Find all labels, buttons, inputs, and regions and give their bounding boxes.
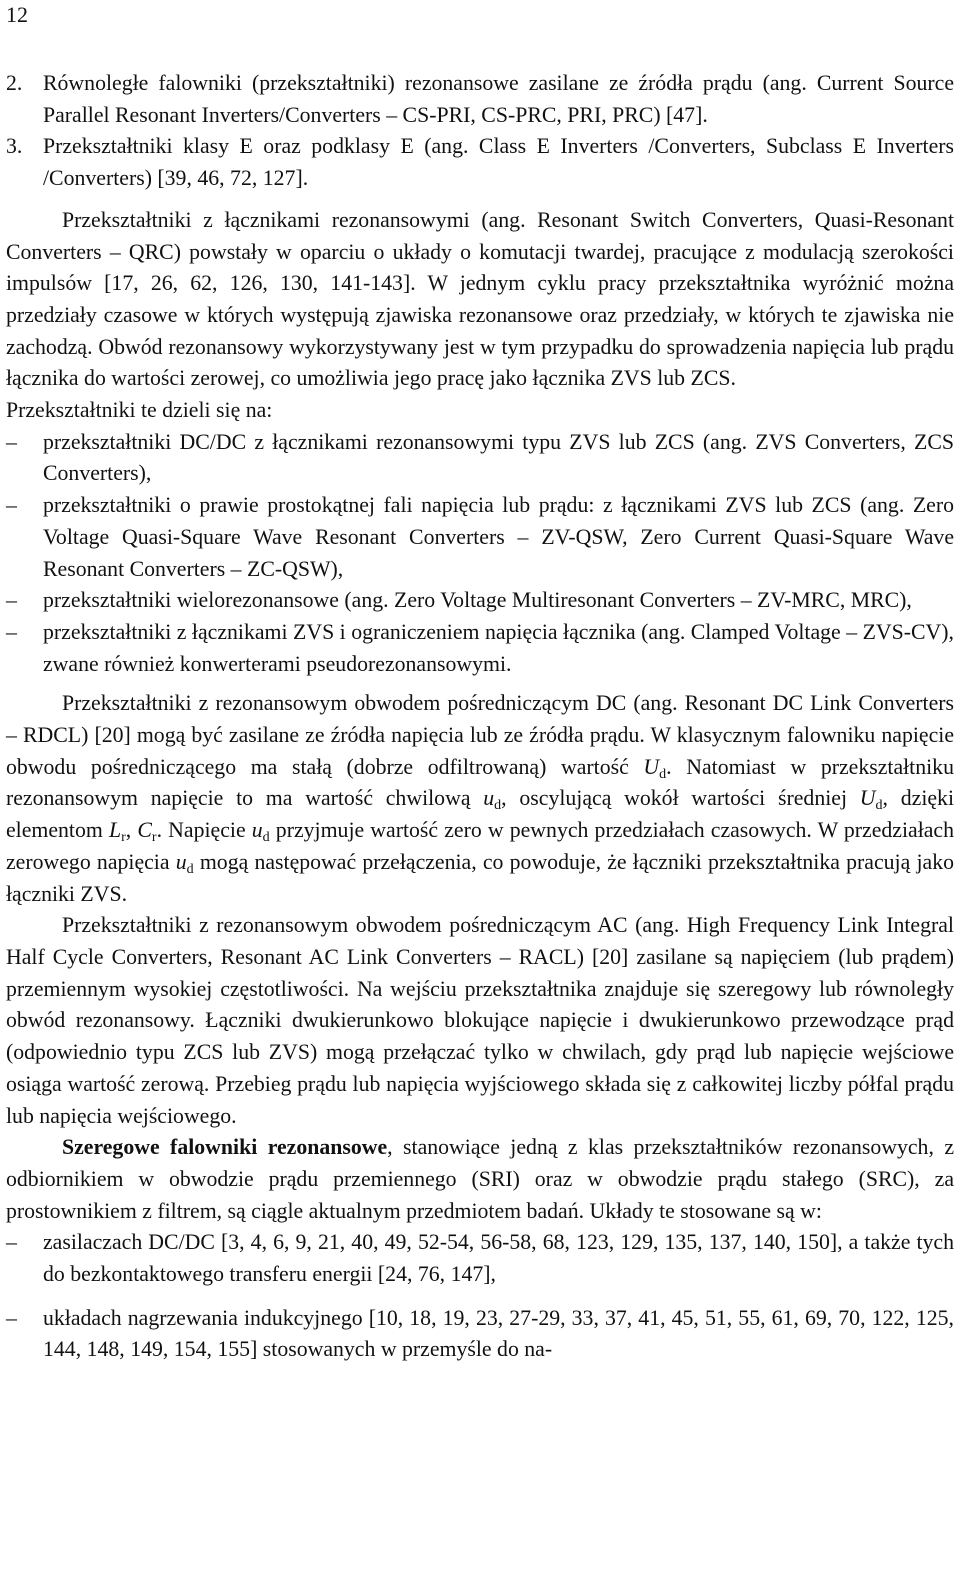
text-run: . Napięcie: [156, 818, 252, 843]
subscript-r: r: [151, 830, 157, 846]
dash-list-item: [6, 617, 954, 680]
dash-bullet: –: [6, 588, 17, 613]
text-run: , dzięki elementom: [6, 786, 955, 843]
symbol-U: U: [643, 754, 660, 779]
list-item-number: 3.: [6, 134, 23, 159]
subscript-d: d: [875, 798, 883, 814]
dash-bullet: –: [6, 1230, 17, 1255]
paragraph-lead: Przekształtniki z łącznikami rezonansowymi: [62, 207, 470, 232]
dash-list-text: przekształtniki wielorezonansowe (ang. Zero Voltage Multiresonant Converters – ZV-MRC, MRC),: [43, 588, 912, 613]
dash-list-text: zasilaczach DC/DC [3, 4, 6, 9, 21, 40, 49, 52-54, 56-58, 68, 123, 129, 135, 137, 140, 150], a także tych do bezkontaktowego transferu energii [24, 76, 147],: [43, 1230, 954, 1287]
symbol-u: u: [251, 818, 263, 843]
paragraph-divide: Przekształtniki te dzieli się na:: [6, 398, 273, 423]
subscript-d: d: [494, 798, 502, 814]
text-run: Przekształtniki z rezonansowym obwodem pośredniczącym DC (ang. Resonant DC Link Converters – RDCL) [20] mogą być zasilane ze źródła napięcia lub ze źródła prądu. W klasycznym falowniku napięcie obwodu pośredniczącego ma stałą (dobrze odfiltrowaną) wartość: [6, 691, 954, 779]
paragraph-text: (ang. Resonant Switch Converters, Quasi-Resonant Converters – QRC) powstały w oparciu o układy o komutacji twardej, pracujące z modulacją szerokości impulsów [17, 26, 62, 126, 130, 141-143]. W jednym cyklu pracy przekształtnika wyróżnić można przedziały czasowe w których występują zjawiska rezonansowe oraz przedziały, w których te zjawiska nie zachodzą. Obwód rezonansowy wykorzystywany jest w tym przypadku do sprowadzenia napięcia lub prądu łącznika do wartości zerowej, co umożliwia jego pracę jako łącznika ZVS lub ZCS.: [6, 207, 955, 391]
paragraph-resonant-switch: [6, 205, 954, 395]
dash-list-item: [6, 1303, 954, 1366]
subscript-d: d: [659, 766, 667, 782]
dash-bullet: –: [6, 1305, 17, 1330]
page-body: [6, 68, 954, 1366]
dash-bullet: –: [6, 429, 17, 454]
dash-list-item: [6, 585, 954, 617]
symbol-U: U: [859, 786, 876, 811]
page-number: 12: [6, 2, 28, 27]
paragraph-text: , stanowiące jedną z klas przekształtników rezonansowych, z odbiornikiem w obwodzie prądu przemiennego (SRI) oraz w obwodzie prądu stałego (SRC), za prostownikiem z filtrem, są ciągle aktualnym przedmiotem badań. Układy te stosowane są w:: [6, 1135, 954, 1223]
text-run: mogą następować przełączenia, co powoduje, że łączniki przekształtnika pracują jako łączniki ZVS.: [6, 849, 954, 906]
list-item-text: Przekształtniki klasy E oraz podklasy E (ang. Class E Inverters /Converters, Subclass E Inverters /Converters) [39, 46, 72, 127].: [43, 134, 954, 191]
dash-list-2: [6, 1227, 954, 1366]
symbol-L: L: [108, 818, 122, 843]
dash-list-item: [6, 427, 954, 490]
dash-bullet: –: [6, 493, 17, 518]
dash-list-text: przekształtniki DC/DC z łącznikami rezonansowymi typu ZVS lub ZCS (ang. ZVS Converters, ZCS Converters),: [43, 429, 954, 486]
dash-list-text: przekształtniki z łącznikami ZVS i ograniczeniem napięcia łącznika (ang. Clamped Voltage – ZVS-CV), zwane również konwerterami pseudorezonansowymi.: [43, 619, 954, 676]
dash-list-1: [6, 427, 954, 681]
list-item: [6, 68, 954, 131]
text-run: ,: [125, 818, 138, 843]
paragraph-resonant-dc-link: [6, 688, 954, 910]
dash-list-text: układach nagrzewania indukcyjnego [10, 18, 19, 23, 27-29, 33, 37, 41, 45, 51, 55, 61, 69, 70, 122, 125, 144, 148, 149, 154, 155] stosowanych w przemyśle do na-: [43, 1305, 954, 1362]
subscript-d: d: [186, 861, 194, 877]
text-run: przyjmuje wartość zero w pewnych przedziałach czasowych. W przedziałach zerowego napięcia: [6, 818, 955, 874]
dash-list-item: [6, 1227, 954, 1290]
subscript-r: r: [121, 830, 126, 846]
paragraph-bold-lead: Szeregowe falowniki rezonansowe: [62, 1135, 388, 1160]
text-run: . Natomiast w przekształtniku rezonansowym napięcie to ma wartość chwilową: [6, 754, 954, 811]
subscript-d: d: [262, 830, 270, 846]
dash-bullet: –: [6, 619, 17, 644]
text-run: , oscylującą wokół wartości średniej: [501, 786, 860, 811]
paragraph-series-inverters: [6, 1132, 954, 1227]
dash-list-text: przekształtniki o prawie prostokątnej fali napięcia lub prądu: z łącznikami ZVS lub ZCS (ang. Zero Voltage Quasi-Square Wave Resonant Converters – ZV-QSW, Zero Current Quasi-Square Wave Resonant Converters – ZC-QSW),: [43, 493, 954, 581]
symbol-C: C: [137, 818, 152, 843]
list-item-number: 2.: [6, 71, 23, 95]
symbol-u: u: [483, 786, 495, 811]
paragraph-resonant-ac-link: Przekształtniki z rezonansowym obwodem pośredniczącym AC (ang. High Frequency Link Integral Half Cycle Converters, Resonant AC Link Converters – RACL) [20] zasilane są napięciem (lub prądem) przemiennym wysokiej częstotliwości. Na wejściu przekształtnika znajduje się szeregowy lub równoległy obwód rezonansowy. Łączniki dwukierunkowo blokujące napięcie i dwukierunkowo przewodzące prąd (odpowiednio typu ZCS lub ZVS) mogą przełączać tylko w chwilach, gdy prąd lub napięcie wejściowe osiąga wartość zerową. Przebieg prądu lub napięcia wyjściowego składa się z całkowitej liczby półfal prądu lub napięcia wejściowego.: [6, 913, 954, 1128]
symbol-u: u: [175, 849, 187, 874]
dash-list-item: [6, 490, 954, 585]
list-item-text: Równoległe falowniki (przekształtniki) rezonansowe zasilane ze źródła prądu (ang. Current Source Parallel Resonant Inverters/Converters – CS-PRI, CS-PRC, PRI, PRC) [47].: [43, 71, 954, 127]
list-item: [6, 131, 954, 194]
